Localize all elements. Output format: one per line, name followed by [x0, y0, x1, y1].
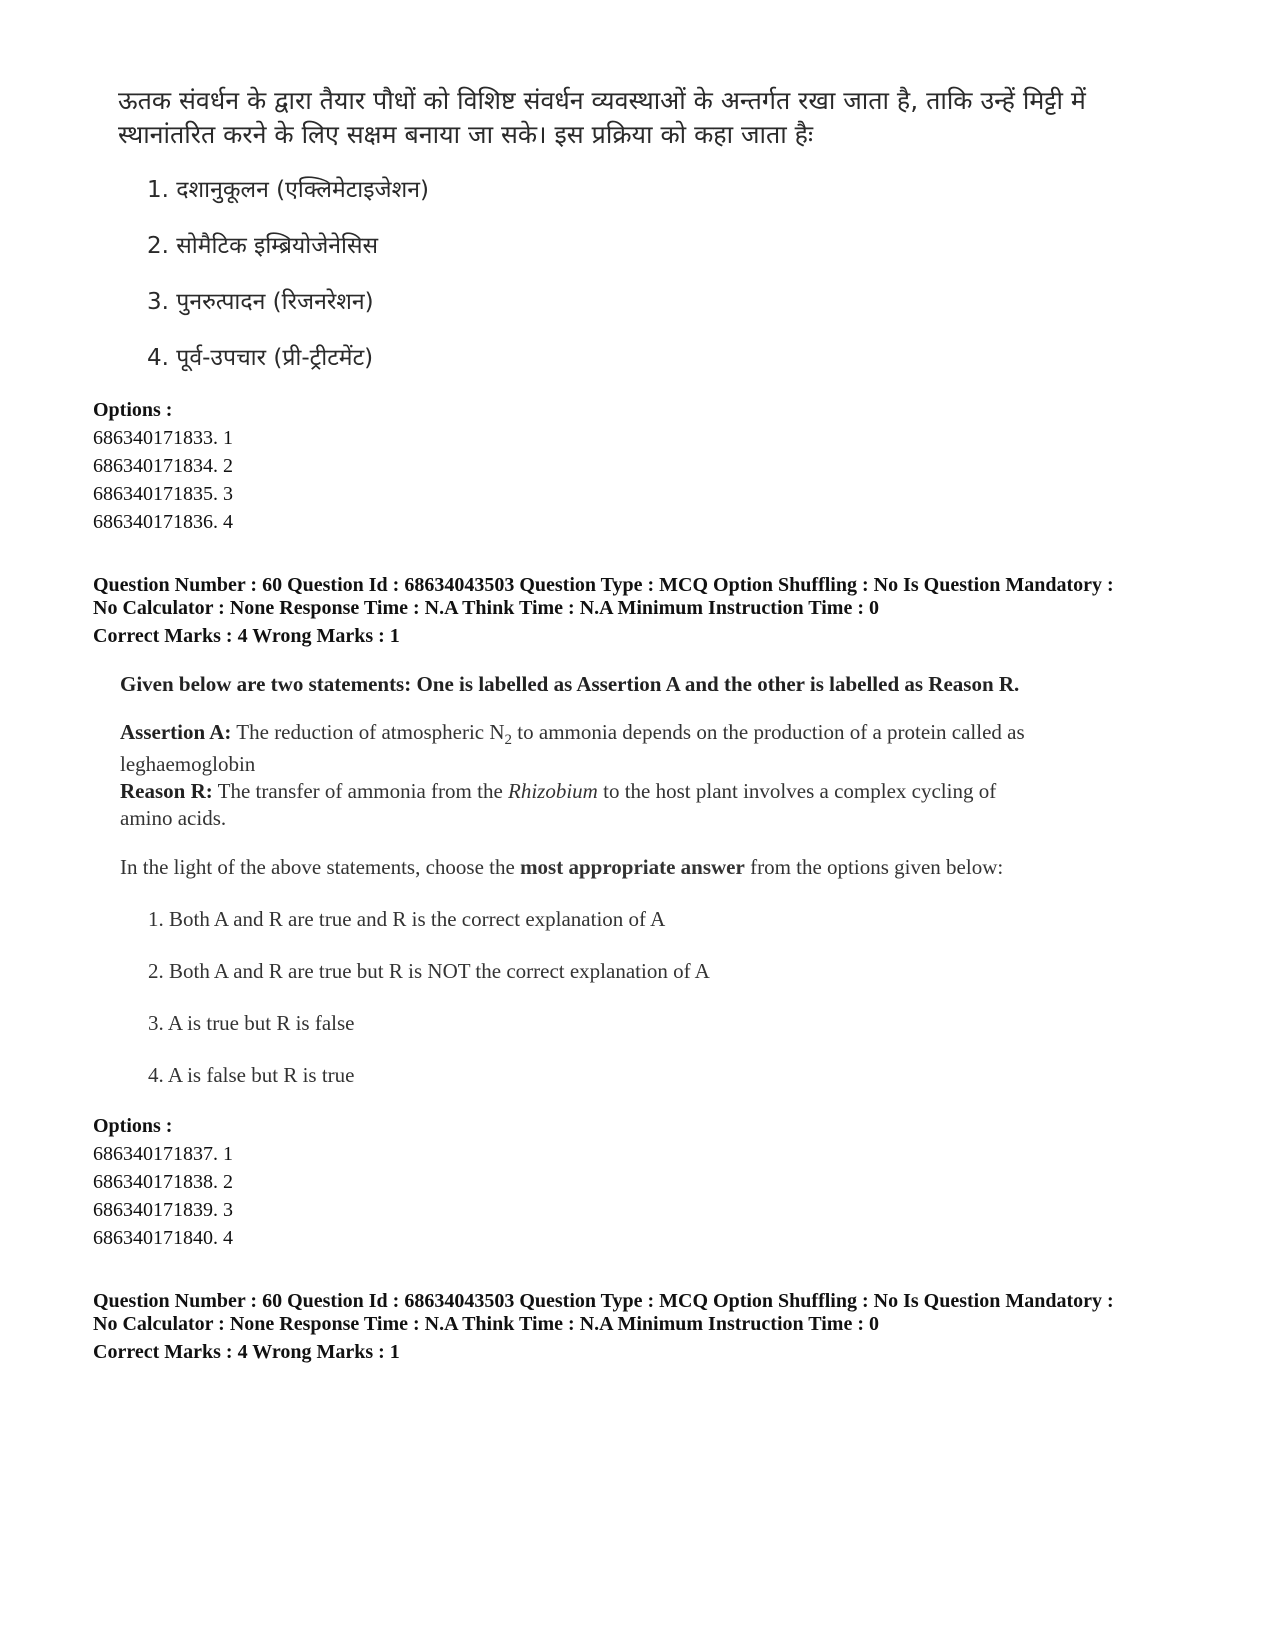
assertion-line-2: leghaemoglobin: [120, 752, 256, 776]
reason-line-1: [120, 779, 996, 804]
question-meta-line-1: Question Number : 60 Question Id : 68634043503 Question Type : MCQ Option Shuffling : No Is Question Mandatory :: [93, 574, 1114, 596]
option-id: 686340171840. 4: [93, 1227, 233, 1249]
assertion-line-1: [120, 720, 1025, 749]
question-meta-line-1: Question Number : 60 Question Id : 68634043503 Question Type : MCQ Option Shuffling : No Is Question Mandatory :: [93, 1290, 1114, 1312]
question-intro: Given below are two statements: One is labelled as Assertion A and the other is labelled as Reason R.: [120, 672, 1020, 696]
question-stem-line-2: स्थानांतरित करने के लिए सक्षम बनाया जा सके। इस प्रक्रिया को कहा जाता हैः: [118, 120, 814, 149]
question-marks: Correct Marks : 4 Wrong Marks : 1: [93, 1341, 400, 1363]
option-id: 686340171837. 1: [93, 1143, 233, 1165]
options-label: Options :: [93, 1115, 173, 1137]
assertion-subscript: 2: [504, 732, 513, 748]
option-id: 686340171838. 2: [93, 1171, 233, 1193]
question-choice: 1. दशानुकूलन (एक्लिमेटाइजेशन): [147, 177, 429, 203]
question-stem-line-1: ऊतक संवर्धन के द्वारा तैयार पौधों को विशिष्ट संवर्धन व्यवस्थाओं के अन्तर्गत रखा जाता है, ताकि उन्हें मिट्टी में: [118, 86, 1086, 115]
reason-italic: Rhizobium: [508, 779, 598, 803]
option-id: 686340171839. 3: [93, 1199, 233, 1221]
reason-line-2: amino acids.: [120, 806, 227, 830]
question-instruction: [120, 855, 1003, 880]
reason-text: to the host plant involves a complex cycling of: [597, 779, 997, 803]
assertion-text: The reduction of atmospheric N: [231, 720, 505, 744]
instruction-bold: most appropriate answer: [520, 855, 745, 879]
option-id: 686340171836. 4: [93, 511, 233, 533]
question-meta-line-2: No Calculator : None Response Time : N.A Think Time : N.A Minimum Instruction Time : 0: [93, 597, 879, 619]
instruction-text: In the light of the above statements, choose the: [120, 855, 521, 879]
reason-text: The transfer of ammonia from the: [212, 779, 509, 803]
question-choice: 4. पूर्व-उपचार (प्री-ट्रीटमेंट): [147, 345, 374, 371]
assertion-text: to ammonia depends on the production of a protein called as: [512, 720, 1025, 744]
assertion-label: Assertion A:: [120, 720, 232, 744]
question-marks: Correct Marks : 4 Wrong Marks : 1: [93, 625, 400, 647]
options-label: Options :: [93, 399, 173, 421]
question-choice: 4. A is false but R is true: [148, 1063, 355, 1087]
option-id: 686340171833. 1: [93, 427, 233, 449]
question-choice: 3. A is true but R is false: [148, 1011, 355, 1035]
question-choice: 1. Both A and R are true and R is the correct explanation of A: [148, 907, 666, 931]
question-choice: 2. सोमैटिक इम्ब्रियोजेनेसिस: [147, 233, 379, 259]
instruction-text: from the options given below:: [744, 855, 1004, 879]
reason-label: Reason R:: [120, 779, 213, 803]
question-choice: 2. Both A and R are true but R is NOT the correct explanation of A: [148, 959, 710, 983]
question-meta-line-2: No Calculator : None Response Time : N.A Think Time : N.A Minimum Instruction Time : 0: [93, 1313, 879, 1335]
question-choice: 3. पुनरुत्पादन (रिजनरेशन): [147, 289, 374, 315]
option-id: 686340171835. 3: [93, 483, 233, 505]
option-id: 686340171834. 2: [93, 455, 233, 477]
